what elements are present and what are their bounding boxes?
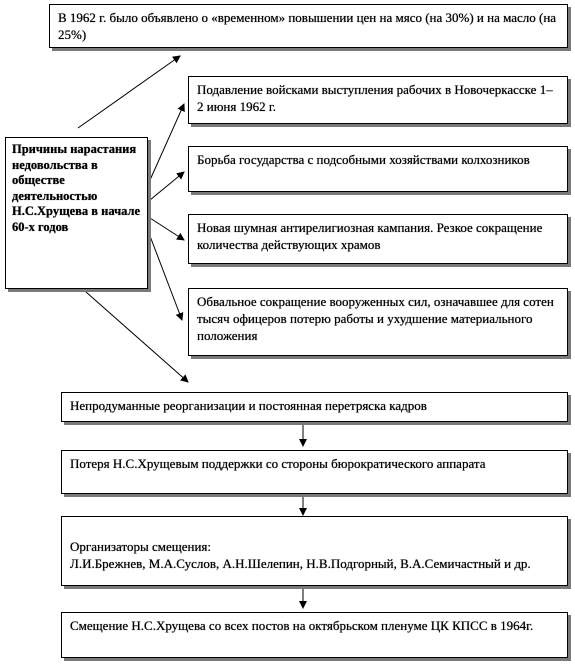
branch-text-4: Новая шумная антирелигиозная кампания. Резкое сокращение количества действующих храмов — [197, 220, 543, 252]
arrow-to-chain-1 — [86, 292, 188, 382]
branch-box-5 — [188, 288, 568, 356]
branch-text-3: Борьба государства с подсобными хозяйствами колхозников — [197, 152, 530, 167]
branch-box-4 — [188, 214, 568, 264]
branch-text-1: В 1962 г. было объявлено о «временном» повышении цен на мясо (на 30%) и на масло (на 25%) — [58, 10, 557, 42]
causes-text: Причины нарастания недовольства в обществе деятельностью Н.С.Хрущева в начале 60-х годов — [12, 142, 141, 234]
arrow-to-branch-4 — [150, 218, 184, 240]
chain-text-1: Непродуманные реорганизации и постоянная перетряска кадров — [70, 398, 427, 413]
branch-text-5: Обвальное сокращение вооруженных сил, означавшее для сотен тысяч офицеров потерю работы и ухудшение материального положения — [197, 294, 554, 343]
chain-text-2: Потеря Н.С.Хрущевым поддержки со стороны бюрократического аппарата — [70, 456, 486, 471]
chain-box-3 — [61, 516, 568, 586]
branch-box-2 — [188, 76, 568, 124]
branch-text-2: Подавление войсками выступления рабочих в Новочеркасске 1–2 июня 1962 г. — [197, 82, 553, 114]
chain-box-2 — [61, 450, 568, 494]
chain-box-4 — [61, 612, 568, 658]
arrow-to-branch-2 — [150, 104, 184, 180]
chain-box-1 — [61, 392, 568, 422]
arrow-to-branch-1 — [78, 56, 180, 128]
branch-box-3 — [188, 146, 568, 192]
branch-box-1 — [49, 4, 568, 48]
arrow-to-branch-5 — [150, 236, 182, 320]
chain-text-4: Смещение Н.С.Хрущева со всех постов на октябрьском пленуме ЦК КПСС в 1964г. — [70, 618, 534, 633]
causes-box — [5, 137, 148, 289]
chain-text-3: Организаторы смещения: Л.И.Брежнев, М.А.Суслов, А.Н.Шелепин, Н.В.Подгорный, В.А.Семичастный и др. — [70, 539, 531, 571]
arrow-to-branch-3 — [150, 172, 184, 200]
